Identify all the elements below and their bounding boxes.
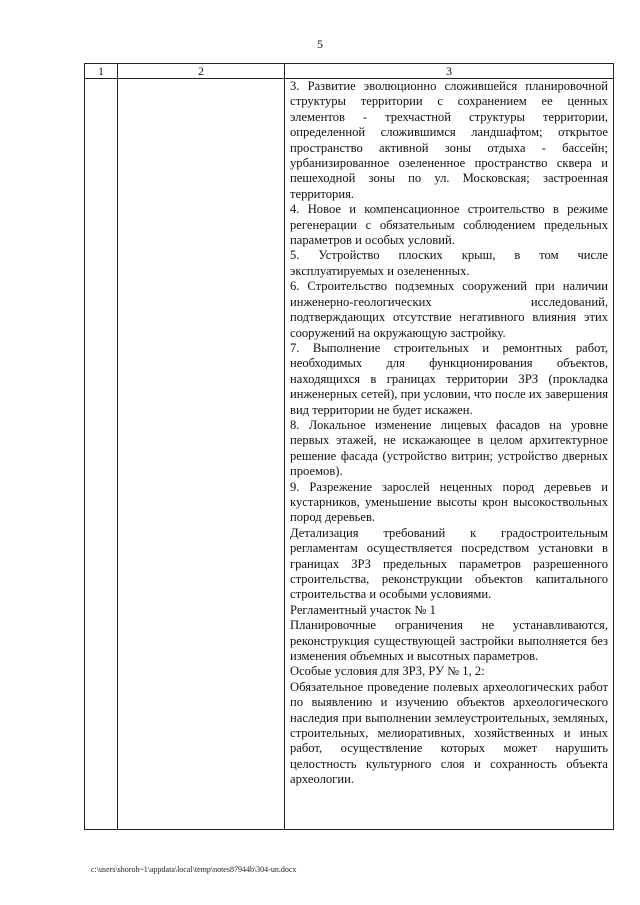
table-row	[85, 79, 614, 830]
paragraph-item-7: 7. Выполнение строительных и ремонтных работ, необходимых для функционирования объектов, находящихся в границах территории ЗРЗ (прокладка инженерных сетей), при условии, что после их завершения вид территории не будет искажен.	[290, 340, 608, 417]
paragraph-item-6: 6. Строительство подземных сооружений при наличии инженерно-геологических исследований, подтверждающих отсутствие негативного влияния этих сооружений на окружающую застройку.	[290, 279, 608, 340]
paragraph-item-4: 4. Новое и компенсационное строительство в режиме регенерации с обязательным соблюдением предельных параметров и особых условий.	[290, 202, 608, 248]
footer-file-path: c:\users\shoroh~1\appdata\local\temp\notes87944b\304-un.docx	[91, 865, 297, 874]
paragraph-archaeology: Обязательное проведение полевых археологических работ по выявлению и изучению объектов археологического наследия при выполнении землеустроительных, земляных, строительных, мелиоративных, хозяйственных и иных работ, осуществление которых может нарушить целостность культурного слоя и сохранность объекта археологии.	[290, 679, 608, 787]
paragraph-item-8: 8. Локальное изменение лицевых фасадов на уровне первых этажей, не искажающее в целом архитектурное решение фасада (устройство витрин; устройство дверных проемов).	[290, 417, 608, 479]
table-header-row	[85, 64, 614, 79]
paragraph-special-conditions-heading: Особые условия для ЗРЗ, РУ № 1, 2:	[290, 664, 485, 679]
cell-col-1	[85, 79, 118, 830]
paragraph-item-9: 9. Разрежение зарослей неценных пород деревьев и кустарников, уменьшение высоты крон высокоствольных пород деревьев.	[290, 479, 608, 525]
paragraph-item-3: 3. Развитие эволюционно сложившейся планировочной структуры территории с сохранением ее ценных элементов - трехчастной структуры территории, определенной сложившимся ландшафтом; открытое пространство активной зоны отдыха - бассейн; урбанизированное озелененное пространство сквера и пешеходной зоны по ул. Московская; застроенная территория.	[290, 79, 608, 201]
paragraph-planning-limits: Планировочные ограничения не устанавливаются, реконструкция существующей застройки выполняется без изменения объемных и высотных параметров.	[290, 618, 608, 664]
paragraph-reglament-heading: Регламентный участок № 1	[290, 602, 436, 617]
column-header-3: 3	[285, 64, 614, 79]
content-table	[84, 63, 614, 830]
column-header-2: 2	[118, 64, 285, 79]
cell-col-2	[118, 79, 285, 830]
paragraph-item-5: 5. Устройство плоских крыш, в том числе эксплуатируемых и озелененных.	[290, 248, 608, 278]
paragraph-detalization: Детализация требований к градостроительным регламентам осуществляется посредством установки в границах ЗРЗ предельных параметров разрешенного строительства, реконструкции объектов капитального строительства и особыми условиями.	[290, 525, 608, 602]
page-number: 5	[317, 37, 323, 51]
column-header-1: 1	[85, 64, 118, 79]
cell-col-3	[285, 79, 614, 830]
